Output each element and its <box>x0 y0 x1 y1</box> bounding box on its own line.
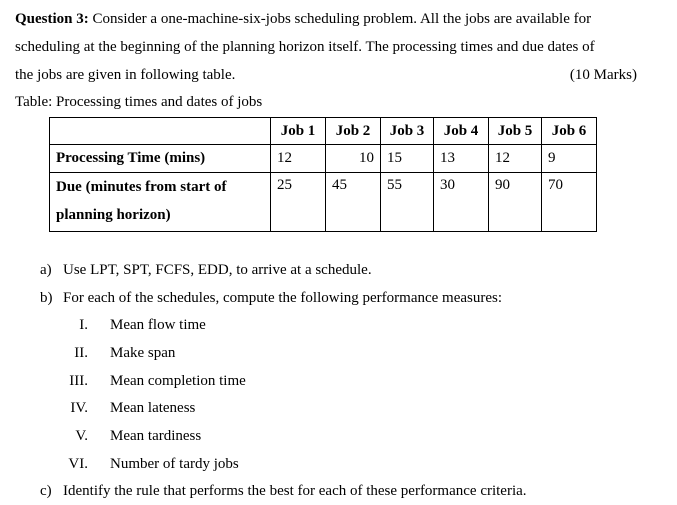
header-cell: Job 1 <box>271 118 326 145</box>
measure-item <box>62 455 239 473</box>
header-cell: Job 6 <box>542 118 597 145</box>
part-a <box>40 261 372 279</box>
measure-numeral: I. <box>79 317 88 333</box>
table-cell: 25 <box>271 173 326 232</box>
header-cell: Job 3 <box>381 118 434 145</box>
part-c-text: Identify the rule that performs the best for each of these performance criteria. <box>63 483 527 499</box>
header-cell: Job 5 <box>489 118 542 145</box>
table-caption: Table: Processing times and dates of jobs <box>15 94 263 110</box>
row-label-processing-time: Processing Time (mins) <box>50 145 271 173</box>
measure-text: Make span <box>110 345 176 361</box>
part-b-marker: b) <box>40 290 53 306</box>
table-cell: 13 <box>434 145 489 173</box>
measure-numeral: III. <box>69 373 88 389</box>
table-cell: 15 <box>381 145 434 173</box>
part-a-text: Use LPT, SPT, FCFS, EDD, to arrive at a schedule. <box>63 262 372 278</box>
row-label-due-line-1: Due (minutes from start of <box>56 179 227 195</box>
measure-item <box>62 344 176 362</box>
table-header-row <box>50 118 597 145</box>
header-cell: Job 4 <box>434 118 489 145</box>
intro-text-1: Consider a one-machine-six-jobs scheduling problem. All the jobs are available for <box>92 11 592 27</box>
measure-text: Mean flow time <box>110 317 206 333</box>
table-cell: 10 <box>326 145 381 173</box>
measure-text: Mean lateness <box>110 400 196 416</box>
table-corner-cell <box>50 118 271 145</box>
measure-item <box>62 399 196 417</box>
question-title: Question 3: <box>15 11 89 27</box>
measure-item <box>62 427 202 445</box>
measure-numeral: V. <box>75 428 88 444</box>
row-label-due <box>50 173 271 232</box>
row-label-due-line-2: planning horizon) <box>56 207 171 223</box>
measure-item <box>62 372 246 390</box>
intro-line-1 <box>15 10 591 28</box>
part-c-marker: c) <box>40 483 52 499</box>
marks-label: (10 Marks) <box>569 67 637 83</box>
intro-line-2: scheduling at the beginning of the planning horizon itself. The processing times and due dates of <box>15 39 595 55</box>
measure-text: Mean completion time <box>110 373 246 389</box>
table-cell: 9 <box>542 145 597 173</box>
table-cell: 70 <box>542 173 597 232</box>
measure-numeral: IV. <box>70 400 88 416</box>
measure-text: Mean tardiness <box>110 428 202 444</box>
jobs-table <box>49 117 597 232</box>
part-c <box>40 482 527 500</box>
part-a-marker: a) <box>40 262 52 278</box>
table-cell: 12 <box>271 145 326 173</box>
measure-item <box>62 316 206 334</box>
table-row <box>50 173 597 232</box>
measure-numeral: II. <box>74 345 88 361</box>
table-cell: 45 <box>326 173 381 232</box>
measure-numeral: VI. <box>68 456 88 472</box>
header-cell: Job 2 <box>326 118 381 145</box>
part-b <box>40 289 503 307</box>
intro-line-3: the jobs are given in following table. <box>15 67 236 83</box>
table-cell: 12 <box>489 145 542 173</box>
table-cell: 30 <box>434 173 489 232</box>
table-cell: 90 <box>489 173 542 232</box>
table-cell: 55 <box>381 173 434 232</box>
table-row <box>50 145 597 173</box>
part-b-text: For each of the schedules, compute the following performance measures: <box>63 290 503 306</box>
measure-text: Number of tardy jobs <box>110 456 239 472</box>
